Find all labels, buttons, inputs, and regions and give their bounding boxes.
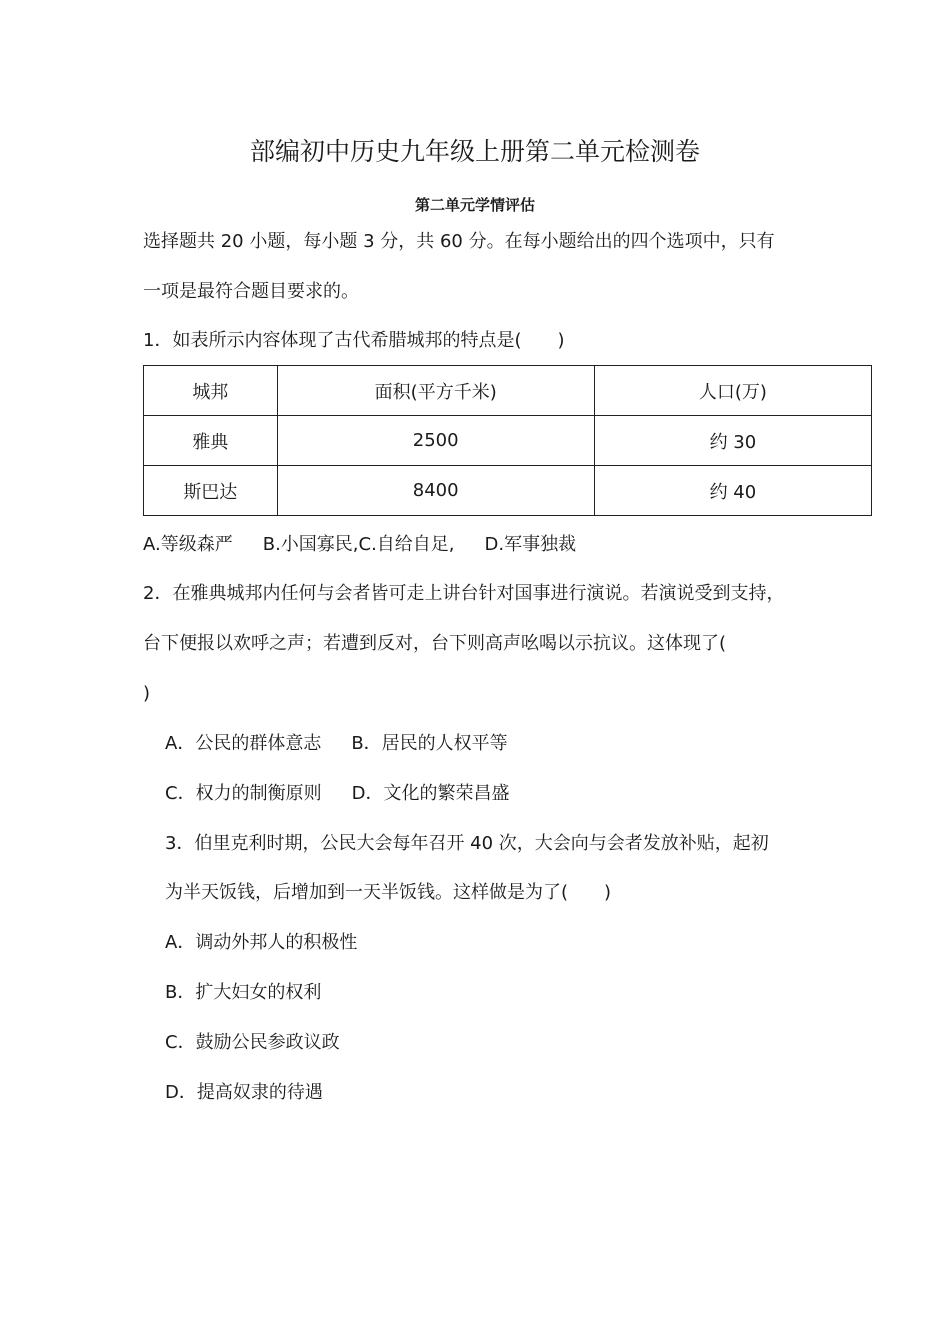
question-2-stem-line-2: 台下便报以欢呼之声；若遭到反对，台下则高声吆喝以示抗议。这体现了( — [143, 633, 727, 654]
instructions-line-2: 一项是最符合题目要求的。 — [143, 281, 359, 302]
question-2-options-row-2 — [165, 780, 509, 808]
table-header-cell: 面积(平方千米) — [277, 366, 594, 416]
table-cell: 约 40 — [594, 466, 871, 516]
table-row — [144, 416, 872, 466]
table-row — [144, 466, 872, 516]
table-cell: 2500 — [277, 416, 594, 466]
table-header-cell: 人口(万) — [594, 366, 871, 416]
table-cell: 斯巴达 — [144, 466, 278, 516]
question-1-option-b-c: B.小国寡民,C.自给自足, — [262, 534, 455, 555]
question-3-option-c: C．鼓励公民参政议政 — [165, 1032, 340, 1053]
question-2-stem-line-3: ) — [143, 683, 151, 704]
question-1-options — [143, 531, 576, 559]
question-2-options-row-1 — [165, 730, 508, 758]
page-title: 部编初中历史九年级上册第二单元检测卷 — [249, 137, 700, 166]
question-2-option-d: D．文化的繁荣昌盛 — [351, 783, 510, 804]
question-3-option-b: B．扩大妇女的权利 — [165, 982, 322, 1003]
table-cell: 约 30 — [594, 416, 871, 466]
question-2-option-a: A．公民的群体意志 — [165, 733, 322, 754]
question-1-option-a: A.等级森严 — [143, 534, 233, 555]
section-subtitle: 第二单元学情评估 — [414, 196, 535, 214]
instructions-line-1: 选择题共 20 小题，每小题 3 分，共 60 分。在每小题给出的四个选项中，只有 — [143, 231, 775, 252]
question-2-stem-line-1: 2．在雅典城邦内任何与会者皆可走上讲台针对国事进行演说。若演说受到支持， — [143, 583, 785, 604]
question-2-option-c: C．权力的制衡原则 — [165, 783, 322, 804]
question-3-stem-line-2: 为半天饭钱，后增加到一天半饭钱。这样做是为了( ) — [165, 882, 612, 903]
table-header-cell: 城邦 — [144, 366, 278, 416]
table-cell: 雅典 — [144, 416, 278, 466]
city-state-table — [143, 365, 872, 516]
question-2-option-b: B．居民的人权平等 — [351, 733, 508, 754]
question-3-stem-line-1: 3．伯里克利时期，公民大会每年召开 40 次，大会向与会者发放补贴，起初 — [165, 833, 769, 854]
table-header-row — [144, 366, 872, 416]
question-1-option-d: D.军事独裁 — [484, 534, 577, 555]
question-3-option-a: A．调动外邦人的积极性 — [165, 932, 358, 953]
question-1-stem: 1．如表所示内容体现了古代希腊城邦的特点是( ) — [143, 330, 565, 351]
table-cell: 8400 — [277, 466, 594, 516]
question-3-option-d: D．提高奴隶的待遇 — [165, 1082, 323, 1103]
